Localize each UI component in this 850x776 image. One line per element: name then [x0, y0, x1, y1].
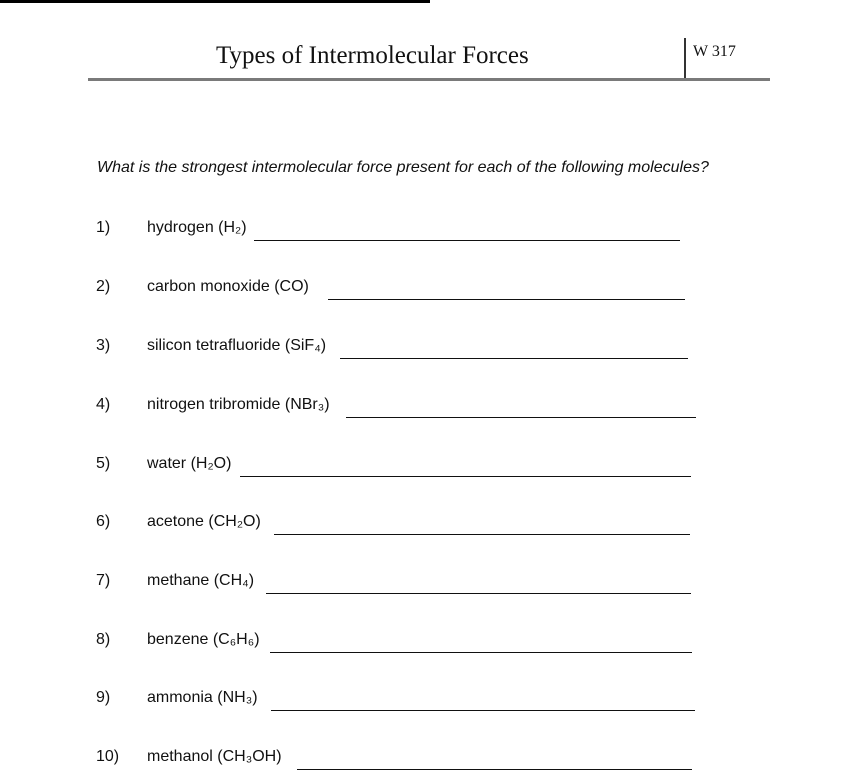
question-number: 3) — [96, 337, 111, 354]
instructions: What is the strongest intermolecular force present for each of the following molecules? — [97, 159, 709, 176]
molecule-name: methane — [147, 572, 210, 589]
question-number: 4) — [96, 396, 111, 413]
question-number: 1) — [96, 219, 111, 236]
question-3 — [0, 337, 850, 361]
header-divider — [684, 38, 686, 79]
question-text — [147, 219, 247, 237]
question-number: 8) — [96, 631, 111, 648]
worksheet-code: W 317 — [693, 43, 736, 60]
answer-line[interactable] — [340, 358, 688, 359]
molecule-formula: (CH₄) — [213, 572, 255, 589]
top-border — [0, 0, 430, 3]
question-8 — [0, 631, 850, 655]
molecule-name: nitrogen tribromide — [147, 396, 281, 413]
question-text — [147, 396, 330, 414]
answer-line[interactable] — [274, 534, 690, 535]
answer-line[interactable] — [266, 593, 691, 594]
answer-line[interactable] — [240, 476, 691, 477]
question-text — [147, 689, 258, 707]
question-text — [147, 572, 254, 590]
question-text — [147, 455, 231, 473]
molecule-name: silicon tetrafluoride — [147, 337, 281, 354]
molecule-name: acetone — [147, 513, 204, 530]
question-4 — [0, 396, 850, 420]
question-text — [147, 278, 309, 296]
molecule-name: methanol — [147, 748, 213, 765]
molecule-formula: (H₂) — [218, 219, 247, 236]
answer-line[interactable] — [270, 652, 692, 653]
question-number: 10) — [96, 748, 120, 765]
molecule-name: ammonia — [147, 689, 213, 706]
question-1 — [0, 219, 850, 243]
answer-line[interactable] — [346, 417, 696, 418]
question-5 — [0, 455, 850, 479]
molecule-formula: (CO) — [274, 278, 309, 295]
question-number: 7) — [96, 572, 111, 589]
question-10 — [0, 748, 850, 772]
molecule-name: water — [147, 455, 187, 472]
question-number: 5) — [96, 455, 111, 472]
answer-line[interactable] — [297, 769, 692, 770]
molecule-formula: (NH₃) — [217, 689, 258, 706]
question-6 — [0, 513, 850, 537]
molecule-name: benzene — [147, 631, 209, 648]
molecule-formula: (NBr₃) — [284, 396, 330, 413]
question-text — [147, 748, 282, 766]
question-text — [147, 631, 260, 649]
question-number: 9) — [96, 689, 111, 706]
question-number: 2) — [96, 278, 111, 295]
answer-line[interactable] — [254, 240, 680, 241]
molecule-formula: (CH₂O) — [208, 513, 261, 530]
question-text — [147, 337, 326, 355]
answer-line[interactable] — [271, 710, 695, 711]
question-text — [147, 513, 261, 531]
molecule-formula: (C₆H₆) — [212, 631, 260, 648]
molecule-formula: (SiF₄) — [284, 337, 327, 354]
worksheet-title: Types of Intermolecular Forces — [216, 42, 529, 69]
molecule-formula: (CH₃OH) — [217, 748, 282, 765]
question-2 — [0, 278, 850, 302]
molecule-name: hydrogen — [147, 219, 214, 236]
question-number: 6) — [96, 513, 111, 530]
molecule-name: carbon monoxide — [147, 278, 270, 295]
answer-line[interactable] — [328, 299, 685, 300]
header-rule — [88, 78, 770, 81]
molecule-formula: (H₂O) — [190, 455, 232, 472]
question-9 — [0, 689, 850, 713]
question-7 — [0, 572, 850, 596]
